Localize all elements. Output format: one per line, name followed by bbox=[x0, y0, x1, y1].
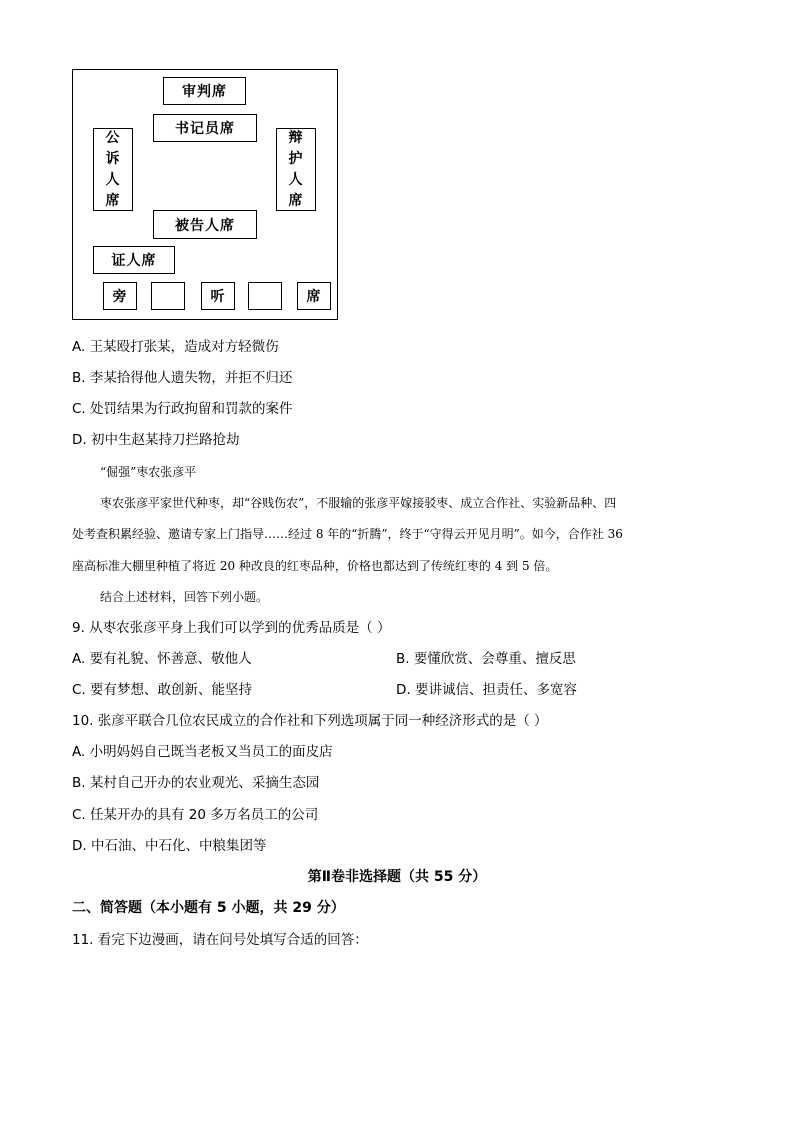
prosecution-char: 人 bbox=[105, 171, 121, 188]
defense-char: 辩 bbox=[288, 129, 304, 146]
q8-option-d: D. 初中生赵某持刀拦路抢劫 bbox=[72, 432, 240, 448]
q10-option-a: A. 小明妈妈自己既当老板又当员工的面皮店 bbox=[72, 744, 333, 760]
gallery-seat bbox=[151, 282, 185, 310]
courtroom-diagram bbox=[72, 69, 338, 320]
gallery-seat: 听 bbox=[201, 282, 235, 310]
clerk-seat: 书记员席 bbox=[153, 114, 257, 142]
material-paragraph-line: 处考查积累经验、邀请专家上门指导……经过 8 年的“折腾”，终于“守得云开见月明”。如今，合作社 36 bbox=[72, 527, 623, 541]
q8-option-a: A. 王某殴打张某，造成对方轻微伤 bbox=[72, 339, 279, 355]
gallery-seat bbox=[248, 282, 282, 310]
material-paragraph-line: 枣农张彦平家世代种枣，却“谷贱伤农”，不服输的张彦平嫁接驳枣、成立合作社、实验新品种、四 bbox=[100, 496, 617, 510]
q9-option-c: C. 要有梦想、敢创新、能坚持 bbox=[72, 682, 253, 698]
gallery-seat: 席 bbox=[297, 282, 331, 310]
q10-option-c: C. 任某开办的具有 20 多万名员工的公司 bbox=[72, 807, 319, 823]
q9-option-a: A. 要有礼貌、怀善意、敬他人 bbox=[72, 651, 252, 667]
defense-char: 护 bbox=[288, 150, 304, 167]
material-paragraph-line: 座高标准大棚里种植了将近 20 种改良的红枣品种，价格也都达到了传统红枣的 4 到 5 倍。 bbox=[72, 559, 558, 573]
defendant-seat: 被告人席 bbox=[153, 210, 257, 239]
q10-option-d: D. 中石油、中石化、中粮集团等 bbox=[72, 838, 267, 854]
prosecution-char: 公 bbox=[105, 129, 121, 146]
section2-title: 第Ⅱ卷非选择题（共 55 分） bbox=[307, 869, 487, 885]
q10-stem: 10. 张彦平联合几位农民成立的合作社和下列选项属于同一种经济形式的是（ ） bbox=[72, 713, 548, 729]
prosecution-char: 诉 bbox=[105, 150, 121, 167]
defense-char: 席 bbox=[288, 192, 304, 209]
prosecution-char: 席 bbox=[105, 192, 121, 209]
material-title: “倔强”枣农张彦平 bbox=[100, 465, 197, 479]
q9-option-d: D. 要讲诚信、担责任、多宽容 bbox=[396, 682, 577, 698]
section2-subtitle: 二、简答题（本小题有 5 小题，共 29 分） bbox=[72, 900, 345, 916]
material-instruction: 结合上述材料，回答下列小题。 bbox=[100, 590, 269, 604]
prosecution-seat bbox=[93, 128, 133, 211]
q8-option-c: C. 处罚结果为行政拘留和罚款的案件 bbox=[72, 401, 293, 417]
q10-option-b: B. 某村自己开办的农业观光、采摘生态园 bbox=[72, 775, 320, 791]
defense-char: 人 bbox=[288, 171, 304, 188]
defense-seat bbox=[276, 128, 316, 211]
q11-stem: 11. 看完下边漫画，请在问号处填写合适的回答： bbox=[72, 932, 368, 948]
judge-seat: 审判席 bbox=[163, 77, 246, 105]
gallery-seat: 旁 bbox=[103, 282, 137, 310]
q9-stem: 9. 从枣农张彦平身上我们可以学到的优秀品质是（ ） bbox=[72, 620, 391, 636]
q8-option-b: B. 李某拾得他人遗失物，并拒不归还 bbox=[72, 370, 293, 386]
witness-seat: 证人席 bbox=[93, 246, 175, 274]
q9-option-b: B. 要懂欣赏、会尊重、擅反思 bbox=[396, 651, 576, 667]
